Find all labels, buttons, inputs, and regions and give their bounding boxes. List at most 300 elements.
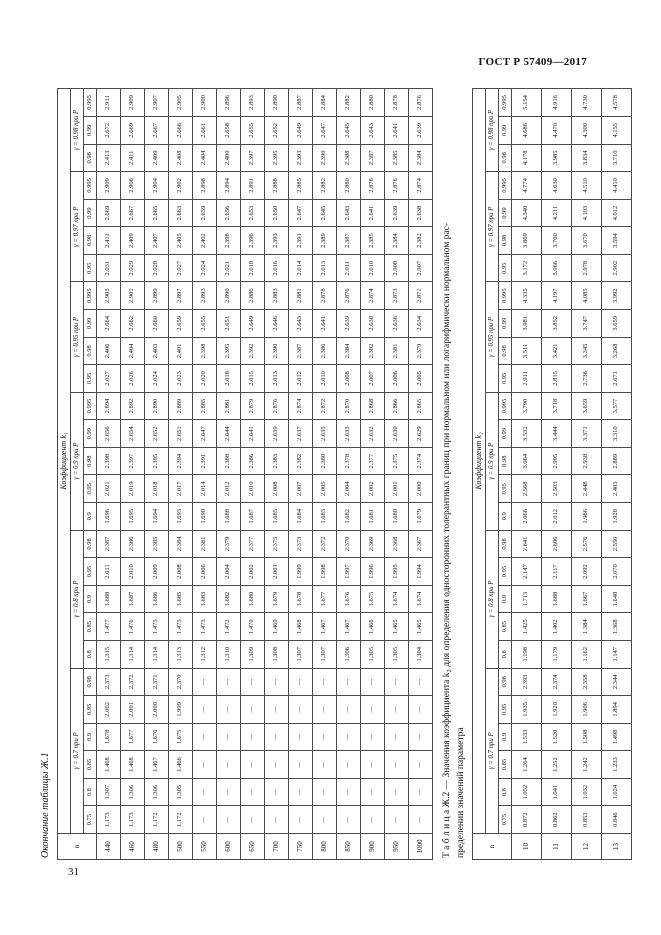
coefficient-cell: 2.027 <box>169 254 193 282</box>
coefficient-cell: 2.011 <box>97 558 121 586</box>
p-value-header: 0.98 <box>84 227 97 255</box>
coefficient-cell: 2.629 <box>409 420 433 448</box>
coefficient-cell: 2.900 <box>193 89 217 117</box>
coefficient-cell: 1.906 <box>572 696 602 724</box>
coefficient-cell: 2.643 <box>361 116 385 144</box>
coefficient-cell: 1.173 <box>121 806 145 834</box>
coefficient-cell: 2.400 <box>217 144 241 172</box>
coefficient-cell: 3.852 <box>542 310 572 338</box>
coefficient-cell: 1.667 <box>572 585 602 613</box>
coefficient-cell: 2.904 <box>145 172 169 200</box>
n-value-cell: 650 <box>241 834 265 860</box>
coefficient-cell: 2.407 <box>145 227 169 255</box>
coefficient-cell: — <box>361 778 385 806</box>
coefficient-cell: 1.675 <box>169 723 193 751</box>
p-value-header: 0.99 <box>499 199 512 227</box>
p-value-header: 0.995 <box>84 282 97 310</box>
coefficient-cell: 1.475 <box>145 613 169 641</box>
n-value-cell: 550 <box>193 834 217 860</box>
coefficient-cell: 2.358 <box>572 668 602 696</box>
coefficient-cell: 2.390 <box>265 337 289 365</box>
coefficient-cell: — <box>265 723 289 751</box>
coefficient-cell: 2.641 <box>313 310 337 338</box>
p-value-header: 0.99 <box>84 116 97 144</box>
coefficient-cell: — <box>361 723 385 751</box>
coefficient-cell: 2.909 <box>97 172 121 200</box>
coefficient-cell: 1.307 <box>289 640 313 668</box>
coefficient-cell: 1.467 <box>337 613 361 641</box>
n-value-cell: 11 <box>542 834 572 860</box>
coefficient-cell: 2.645 <box>313 199 337 227</box>
coefficient-cell: 2.001 <box>385 475 409 503</box>
coefficient-cell: 2.606 <box>542 530 572 558</box>
table-row <box>289 89 313 860</box>
p-value-header: 0.99 <box>84 199 97 227</box>
table-zh2 <box>472 88 632 860</box>
coefficient-cell: 2.012 <box>289 365 313 393</box>
coefficient-cell: 1.233 <box>602 751 632 779</box>
coefficient-cell: 2.001 <box>121 696 145 724</box>
coefficient-cell: 1.306 <box>337 640 361 668</box>
coefficient-cell: 1.469 <box>265 613 289 641</box>
table-zh1-caption: Окончание таблицы Ж.1 <box>40 752 51 858</box>
coefficient-cell: 2.890 <box>217 282 241 310</box>
n-value-cell: 950 <box>385 834 409 860</box>
coefficient-cell: 3.869 <box>512 227 542 255</box>
coefficient-cell: 1.368 <box>602 613 632 641</box>
coefficient-cell: 4.630 <box>542 172 572 200</box>
p-value-header: 0.9 <box>84 723 97 751</box>
coefficient-cell: — <box>241 778 265 806</box>
n-value-cell: 800 <box>313 834 337 860</box>
coefficient-cell: 1.693 <box>169 503 193 531</box>
n-value-cell: 700 <box>265 834 289 860</box>
coefficient-cell: 1.690 <box>193 503 217 531</box>
coefficient-cell: 2.885 <box>289 172 313 200</box>
coefficient-cell: 2.638 <box>361 310 385 338</box>
coefficient-cell: 2.632 <box>361 420 385 448</box>
coefficient-cell: 2.889 <box>169 392 193 420</box>
p-value-header: 0.95 <box>499 365 512 393</box>
coefficient-cell: 2.902 <box>602 254 632 282</box>
p-value-header: 0.995 <box>84 172 97 200</box>
coefficient-cell: 1.928 <box>602 503 632 531</box>
coefficient-cell: 1.678 <box>97 723 121 751</box>
coefficient-cell: 1.307 <box>97 778 121 806</box>
coefficient-cell: 2.018 <box>145 475 169 503</box>
coefficient-cell: 2.634 <box>409 310 433 338</box>
coefficient-cell: 3.594 <box>602 227 632 255</box>
coefficient-cell: 0.862 <box>542 806 572 834</box>
coefficient-cell: 2.651 <box>169 420 193 448</box>
n-value-cell: 12 <box>572 834 602 860</box>
coefficient-cell: 2.397 <box>121 447 145 475</box>
p-value-header: 0.8 <box>84 640 97 668</box>
p-value-header: 0.98 <box>84 447 97 475</box>
coefficient-cell: 1.024 <box>602 778 632 806</box>
coefficient-cell: 2.396 <box>241 227 265 255</box>
p-value-header: 0.75 <box>84 806 97 834</box>
table-row <box>217 89 241 860</box>
coefficient-cell: 2.411 <box>121 144 145 172</box>
coefficient-cell: — <box>337 668 361 696</box>
coefficient-cell: 3.670 <box>572 227 602 255</box>
coefficient-cell: 1.242 <box>572 751 602 779</box>
n-value-cell: 1000 <box>409 834 433 860</box>
coefficient-cell: 2.374 <box>409 447 433 475</box>
coefficient-cell: 1.304 <box>409 640 433 668</box>
coefficient-cell: 2.018 <box>241 254 265 282</box>
coefficient-cell: 2.902 <box>169 172 193 200</box>
coefficient-cell: 2.393 <box>289 144 313 172</box>
coefficient-cell: 1.476 <box>121 613 145 641</box>
gamma-group-header: γ = 0.8 при Р <box>71 530 84 668</box>
gamma-group-header: γ = 0.9 при Р <box>486 392 499 530</box>
coefficient-cell: 2.013 <box>313 254 337 282</box>
coefficient-cell: 4.774 <box>512 172 542 200</box>
coefficient-cell: 2.383 <box>265 447 289 475</box>
coefficient-cell: 2.377 <box>241 530 265 558</box>
coefficient-cell: 3.511 <box>512 337 542 365</box>
coefficient-cell: 2.880 <box>361 89 385 117</box>
p-value-header: 0.98 <box>499 668 512 696</box>
coefficient-cell: 2.652 <box>145 420 169 448</box>
n-value-cell: 750 <box>289 834 313 860</box>
coefficient-cell: 2.402 <box>193 227 217 255</box>
coefficient-cell: 2.815 <box>542 365 572 393</box>
coefficient-cell: 2.890 <box>145 392 169 420</box>
p-value-header: 0.995 <box>499 282 512 310</box>
coefficient-cell: — <box>193 806 217 834</box>
coefficient-cell: 2.369 <box>361 530 385 558</box>
coefficient-cell: 1.682 <box>337 503 361 531</box>
coefficient-cell: 1.425 <box>512 613 542 641</box>
coefficient-cell: 1.312 <box>193 640 217 668</box>
coefficient-cell: 1.996 <box>361 558 385 586</box>
p-value-header: 0.75 <box>499 806 512 834</box>
coefficient-cell: 1.674 <box>385 585 409 613</box>
coefficient-cell: 2.367 <box>409 530 433 558</box>
page-number: 31 <box>68 866 79 878</box>
coefficient-cell: 2.639 <box>385 199 409 227</box>
coefficient-cell: 2.395 <box>217 337 241 365</box>
coefficient-cell: 1.680 <box>241 585 265 613</box>
coefficient-cell: 2.007 <box>289 475 313 503</box>
p-value-header: 0.99 <box>499 116 512 144</box>
p-value-header: 0.95 <box>499 696 512 724</box>
p-value-header: 0.98 <box>499 447 512 475</box>
coefficient-cell: 2.896 <box>217 89 241 117</box>
coefficient-cell: 1.686 <box>145 585 169 613</box>
p-value-header: 0.995 <box>499 89 512 117</box>
p-value-header: 0.8 <box>84 778 97 806</box>
coefficient-cell: 1.173 <box>97 806 121 834</box>
coefficient-cell: 2.404 <box>193 144 217 172</box>
coefficient-cell: 2.658 <box>217 116 241 144</box>
coefficient-cell: 2.385 <box>361 227 385 255</box>
coefficient-cell: 1.995 <box>385 558 409 586</box>
coefficient-cell: 2.888 <box>265 172 289 200</box>
coefficient-cell: 4.340 <box>512 199 542 227</box>
coefficient-cell: 3.444 <box>542 420 572 448</box>
coefficient-cell: 2.635 <box>313 420 337 448</box>
coefficient-cell: 2.662 <box>121 310 145 338</box>
coefficient-cell: 2.371 <box>145 668 169 696</box>
coefficient-cell: 3.760 <box>542 227 572 255</box>
coefficient-cell: 1.679 <box>409 503 433 531</box>
coefficient-cell: 1.520 <box>542 723 572 751</box>
p-value-header: 0.98 <box>499 530 512 558</box>
coefficient-cell: — <box>337 696 361 724</box>
coefficient-cell: 2.409 <box>121 227 145 255</box>
coefficient-cell: 3.268 <box>602 337 632 365</box>
table-row <box>121 89 145 860</box>
coefficient-cell: 2.401 <box>169 337 193 365</box>
coefficient-cell: 2.653 <box>241 199 265 227</box>
coefficient-cell: 1.307 <box>313 640 337 668</box>
coefficient-cell: 2.004 <box>217 558 241 586</box>
coefficient-cell: 1.314 <box>145 640 169 668</box>
p-value-header: 0.8 <box>499 640 512 668</box>
coefficient-cell: 1.172 <box>145 806 169 834</box>
coefficient-cell: 2.641 <box>512 530 542 558</box>
table-row <box>337 89 361 860</box>
coefficient-cell: 1.684 <box>289 503 313 531</box>
coefficient-cell: 1.677 <box>121 723 145 751</box>
coefficient-cell: 2.385 <box>385 144 409 172</box>
coefficient-cell: — <box>409 696 433 724</box>
coefficient-cell: 1.648 <box>602 585 632 613</box>
coefficient-cell: 2.652 <box>265 116 289 144</box>
coefficient-cell: 3.790 <box>512 392 542 420</box>
coefficient-cell: — <box>265 806 289 834</box>
p-value-header: 0.98 <box>84 530 97 558</box>
coefficient-cell: 2.651 <box>217 310 241 338</box>
p-value-header: 0.95 <box>499 475 512 503</box>
coefficient-cell: 2.630 <box>385 420 409 448</box>
coefficient-cell: 2.092 <box>572 558 602 586</box>
coefficient-cell: 1.694 <box>145 503 169 531</box>
coefficient-cell: 2.881 <box>217 392 241 420</box>
p-value-header: 0.8 <box>499 778 512 806</box>
coefficient-cell: — <box>313 696 337 724</box>
coefficient-cell: 3.747 <box>572 310 602 338</box>
coefficient-cell: 2.370 <box>337 530 361 558</box>
coefficient-cell: 1.468 <box>289 613 313 641</box>
coefficient-cell: 2.398 <box>193 337 217 365</box>
coefficient-cell: 2.014 <box>289 254 313 282</box>
p-value-header: 0.98 <box>84 337 97 365</box>
coefficient-cell: 2.019 <box>121 475 145 503</box>
coefficient-cell: 3.421 <box>542 337 572 365</box>
coefficient-cell: 2.872 <box>313 392 337 420</box>
coefficient-cell: 2.372 <box>313 530 337 558</box>
coefficient-cell: 5.154 <box>512 89 542 117</box>
p-value-header: 0.995 <box>84 392 97 420</box>
coefficient-cell: 2.344 <box>602 668 632 696</box>
coefficient-cell: 4.335 <box>512 282 542 310</box>
table-row <box>193 89 217 860</box>
coefficient-cell: 2.655 <box>193 310 217 338</box>
coefficient-cell: 2.006 <box>193 558 217 586</box>
coefficient-cell: 1.687 <box>121 585 145 613</box>
coefficient-cell: — <box>241 723 265 751</box>
coefficient-cell: 0.846 <box>602 806 632 834</box>
coefficient-cell: 2.659 <box>193 199 217 227</box>
coefficient-cell: — <box>193 723 217 751</box>
coefficient-cell: 0.872 <box>512 806 542 834</box>
coefficient-cell: 2.641 <box>241 420 265 448</box>
coefficient-cell: 4.510 <box>572 172 602 200</box>
coefficient-cell: 2.901 <box>121 282 145 310</box>
coefficient-cell: 2.665 <box>145 199 169 227</box>
coefficient-cell: — <box>361 806 385 834</box>
p-value-header: 0.995 <box>84 89 97 117</box>
coefficient-cell: 3.710 <box>602 144 632 172</box>
coefficient-cell: 1.676 <box>145 723 169 751</box>
coefficient-cell: 1.032 <box>572 778 602 806</box>
coefficient-cell: 1.052 <box>512 778 542 806</box>
coefficient-cell: 1.308 <box>265 640 289 668</box>
coefficient-cell: 2.392 <box>241 337 265 365</box>
coefficient-cell: 2.655 <box>241 116 265 144</box>
coefficient-cell: 2.568 <box>512 475 542 503</box>
coefficient-cell: 2.646 <box>265 310 289 338</box>
coefficient-cell: 2.404 <box>121 337 145 365</box>
coefficient-cell: — <box>289 778 313 806</box>
coefficient-cell: 2.014 <box>193 475 217 503</box>
coefficient-cell: 2.736 <box>572 365 602 393</box>
tolerance-coefficient-table <box>57 88 433 860</box>
table-row <box>265 89 289 860</box>
coefficient-cell: 2.382 <box>409 227 433 255</box>
coefficient-header: Коэффициент k₁ <box>58 89 71 834</box>
gamma-group-header: γ = 0.98 при Р <box>486 89 499 172</box>
coefficient-cell: 1.685 <box>265 503 289 531</box>
coefficient-cell: 2.874 <box>409 172 433 200</box>
coefficient-cell: 3.992 <box>602 282 632 310</box>
coefficient-cell: 2.666 <box>169 116 193 144</box>
coefficient-cell: 1.894 <box>602 696 632 724</box>
coefficient-cell: 2.870 <box>337 392 361 420</box>
coefficient-cell: — <box>193 778 217 806</box>
coefficient-cell: 1.687 <box>241 503 265 531</box>
coefficient-cell: 4.197 <box>542 282 572 310</box>
coefficient-cell: 1.473 <box>193 613 217 641</box>
p-value-header: 0.95 <box>499 254 512 282</box>
p-value-header: 0.98 <box>499 337 512 365</box>
coefficient-cell: 2.876 <box>385 172 409 200</box>
gamma-group-header: γ = 0.9 при Р <box>71 392 84 530</box>
coefficient-cell: 2.384 <box>385 227 409 255</box>
gamma-group-header: γ = 0.7 при Р <box>486 668 499 833</box>
coefficient-cell: 2.008 <box>385 254 409 282</box>
p-value-header: 0.95 <box>84 365 97 393</box>
table-row <box>241 89 265 860</box>
coefficient-cell: 2.028 <box>145 254 169 282</box>
coefficient-cell: 1.467 <box>145 751 169 779</box>
coefficient-cell: — <box>241 668 265 696</box>
coefficient-cell: 1.468 <box>97 751 121 779</box>
coefficient-cell: 3.659 <box>572 392 602 420</box>
coefficient-cell: — <box>385 668 409 696</box>
p-value-header: 0.95 <box>84 254 97 282</box>
p-value-header: 0.99 <box>84 420 97 448</box>
coefficient-cell: 2.647 <box>313 116 337 144</box>
coefficient-cell: — <box>289 723 313 751</box>
coefficient-cell: 2.393 <box>265 227 289 255</box>
coefficient-header: Коэффициент k₂ <box>473 89 486 834</box>
coefficient-cell: 2.639 <box>409 116 433 144</box>
coefficient-cell: 2.891 <box>241 172 265 200</box>
coefficient-cell: 2.000 <box>409 475 433 503</box>
coefficient-cell: — <box>241 751 265 779</box>
coefficient-cell: — <box>385 696 409 724</box>
p-value-header: 0.99 <box>499 420 512 448</box>
coefficient-cell: 2.007 <box>409 254 433 282</box>
coefficient-cell: — <box>385 806 409 834</box>
coefficient-cell: 4.730 <box>572 89 602 117</box>
coefficient-cell: 2.380 <box>313 447 337 475</box>
coefficient-cell: 4.103 <box>572 199 602 227</box>
coefficient-cell: 1.679 <box>265 585 289 613</box>
coefficient-cell: — <box>289 806 313 834</box>
coefficient-cell: 1.198 <box>512 640 542 668</box>
coefficient-cell: 2.656 <box>97 420 121 448</box>
coefficient-cell: 2.010 <box>361 254 385 282</box>
coefficient-cell: 2.018 <box>217 365 241 393</box>
coefficient-cell: 2.397 <box>241 144 265 172</box>
gamma-group-header: γ = 0.95 при Р <box>71 282 84 392</box>
coefficient-cell: 2.656 <box>217 199 241 227</box>
coefficient-cell: 1.305 <box>169 778 193 806</box>
coefficient-cell: 3.172 <box>512 254 542 282</box>
coefficient-cell: 2.903 <box>97 282 121 310</box>
coefficient-cell: 1.688 <box>97 585 121 613</box>
coefficient-cell: 2.387 <box>361 144 385 172</box>
coefficient-cell: 1.713 <box>512 585 542 613</box>
n-column-header: n <box>473 834 512 860</box>
coefficient-cell: — <box>241 806 265 834</box>
coefficient-cell: 1.677 <box>313 585 337 613</box>
coefficient-cell: — <box>385 751 409 779</box>
coefficient-cell: 2.070 <box>602 558 632 586</box>
coefficient-cell: 1.680 <box>385 503 409 531</box>
n-value-cell: 850 <box>337 834 361 860</box>
gamma-group-header: γ = 0.95 при Р <box>486 282 499 392</box>
table-zh2-caption <box>440 88 468 858</box>
coefficient-cell: 2.645 <box>337 116 361 144</box>
coefficient-cell: 2.889 <box>602 447 632 475</box>
coefficient-cell: 2.886 <box>241 282 265 310</box>
coefficient-cell: 2.398 <box>217 227 241 255</box>
coefficient-cell: 1.998 <box>313 558 337 586</box>
coefficient-cell: 1.674 <box>409 585 433 613</box>
coefficient-cell: 1.384 <box>572 613 602 641</box>
coefficient-cell: 4.470 <box>542 116 572 144</box>
coefficient-cell: 1.688 <box>542 585 572 613</box>
coefficient-cell: 3.066 <box>542 254 572 282</box>
coefficient-cell: 2.667 <box>121 199 145 227</box>
coefficient-cell: — <box>409 723 433 751</box>
coefficient-cell: — <box>217 778 241 806</box>
coefficient-cell: 1.685 <box>169 585 193 613</box>
coefficient-cell: 2.395 <box>265 144 289 172</box>
coefficient-cell: 2.375 <box>265 530 289 558</box>
coefficient-cell: 2.650 <box>265 199 289 227</box>
coefficient-cell: 4.578 <box>602 89 632 117</box>
n-value-cell: 600 <box>217 834 241 860</box>
